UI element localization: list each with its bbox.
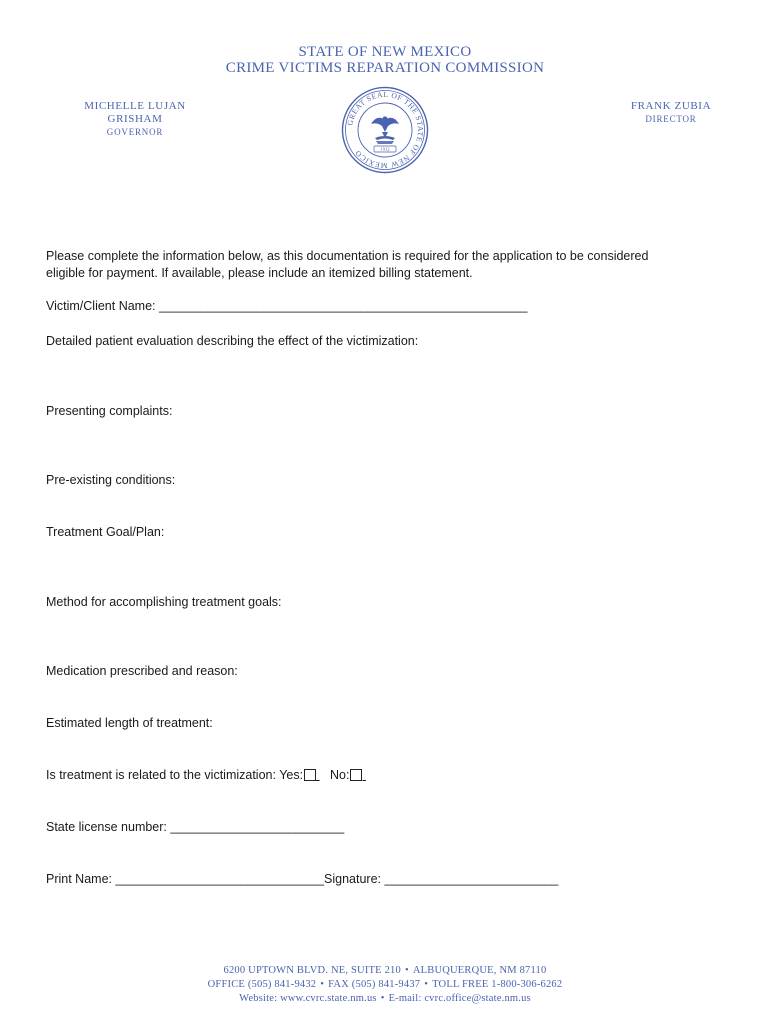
director-name: FRANK ZUBIA [630,100,712,112]
governor-title: GOVERNOR [106,127,164,137]
footer-phone-line [0,978,770,992]
no-label: No: [329,768,350,782]
state-heading: STATE OF NEW MEXICO [298,44,472,60]
letterhead-title [0,44,770,76]
footer-city: ALBUQUERQUE, NM 87110 [412,965,547,976]
footer-email[interactable]: E-mail: cvrc.office@state.nm.us [388,993,531,1004]
print-name-field[interactable]: ______________________________ [115,872,325,886]
intro-line-2: eligible for payment. If available, please include an itemized billing statement. [46,266,473,280]
governor-block [64,100,206,138]
yes-checkbox[interactable] [304,769,316,781]
footer-address: 6200 UPTOWN BLVD. NE, SUITE 210 [223,965,401,976]
director-title: DIRECTOR [645,114,697,124]
signature-label: Signature: [324,872,385,886]
victim-name-label: Victim/Client Name: [46,299,159,313]
victim-name-field[interactable]: _____________________________________________________ [159,299,528,313]
footer-toll-free: TOLL FREE 1-800-306-6262 [432,979,563,990]
method-label: Method for accomplishing treatment goals: [46,595,282,609]
evaluation-label: Detailed patient evaluation describing the effect of the victimization: [46,334,419,348]
yes-option[interactable] [303,768,319,782]
intro-line-1: Please complete the information below, as this documentation is required for the application to be considered [46,249,649,263]
related-question: Is treatment is related to the victimization: [46,768,280,782]
commission-heading: CRIME VICTIMS REPARATION COMMISSION [225,60,545,76]
seal-text: GREAT SEAL OF THE STATE OF NEW MEXICO [345,89,426,171]
preexisting-label: Pre-existing conditions: [46,473,176,487]
governor-name: MICHELLE LUJAN GRISHAM [84,100,186,125]
yes-label: Yes: [279,768,304,782]
license-field[interactable]: _________________________ [170,820,345,834]
footer-website[interactable]: Website: www.cvrc.state.nm.us [239,993,377,1004]
victim-name-row [46,299,527,313]
complaints-label: Presenting complaints: [46,404,173,418]
print-signature-row [46,872,558,886]
bullet-icon: • [320,979,325,990]
state-seal-icon [341,86,429,174]
intro-paragraph [46,248,686,282]
license-row [46,820,344,834]
bullet-icon: • [424,979,429,990]
director-block [624,100,718,125]
footer [0,964,770,1006]
no-checkbox[interactable] [350,769,362,781]
license-label: State license number: [46,820,171,834]
bullet-icon: • [404,965,409,976]
bullet-icon: • [380,993,385,1004]
footer-address-line [0,964,770,978]
length-label: Estimated length of treatment: [46,716,213,730]
related-question-row [46,768,366,782]
seal-year: 1912 [380,146,390,152]
footer-fax: FAX (505) 841-9437 [328,979,421,990]
footer-office: OFFICE (505) 841-9432 [207,979,317,990]
print-name-label: Print Name: [46,872,116,886]
footer-web-line [0,992,770,1006]
signature-field[interactable]: _________________________ [384,872,559,886]
no-option[interactable] [349,768,365,782]
medication-label: Medication prescribed and reason: [46,664,238,678]
treatment-plan-label: Treatment Goal/Plan: [46,525,165,539]
